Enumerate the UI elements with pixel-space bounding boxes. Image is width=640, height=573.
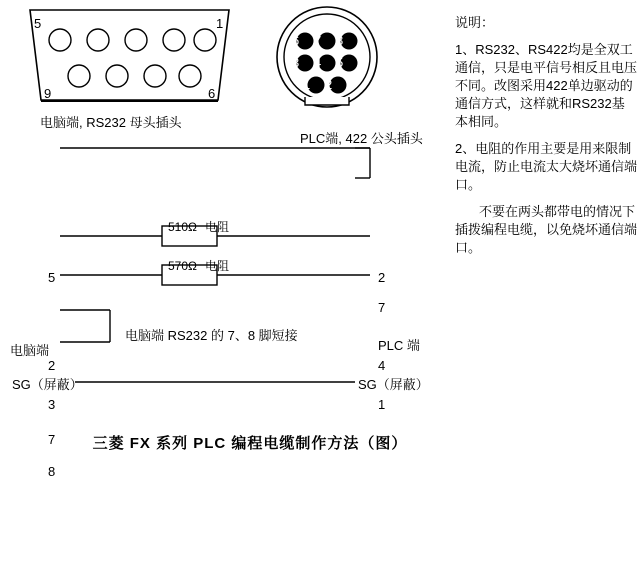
round-pin-label-7: 7 [314, 33, 322, 48]
page-title: 三菱 FX 系列 PLC 编程电缆制作方法（图） [92, 435, 408, 452]
wire-left-pin-2: 2 [48, 358, 56, 373]
db9-pin-label-6: 6 [208, 86, 216, 101]
db9-pin-label-5: 5 [34, 16, 42, 31]
db9-connector-drawing [22, 8, 237, 108]
db9-pin-label-9: 9 [44, 86, 52, 101]
note-item-3: 不要在两头都带电的情况下插拨编程电缆，以免烧坏通信端口。 [455, 204, 638, 255]
wire-left-pin-5: 5 [48, 270, 56, 285]
round-pin-label-1: 1 [303, 77, 311, 92]
shield-right-label: SG（屏蔽） [358, 377, 429, 392]
resistor-1-value: 510Ω [168, 220, 197, 234]
wire-right-side-label: PLC 端 [378, 338, 420, 353]
wire-left-pin-3: 3 [48, 397, 56, 412]
wire-right-pin-7: 7 [378, 300, 386, 315]
note-item-1: 1、RS232、RS422均是全双工通信，只是电平信号相反且电压不同。改图采用422单边驱动的通信方式，这样就和RS232基本相同。 [455, 42, 638, 129]
wire-left-side-label: 电脑端 [10, 343, 50, 358]
round-connector-drawing [275, 5, 380, 115]
resistor-2-value: 570Ω [168, 259, 197, 273]
round-pin-label-5: 5 [336, 55, 344, 70]
note-item-2: 2、电阻的作用主要是用来限制电流，防止电流太大烧坏通信端口。 [455, 141, 638, 192]
round-pin-label-2: 2 [325, 77, 333, 92]
resistor-2-label: 电阻 [205, 259, 230, 273]
db9-pin-label-1: 1 [216, 16, 224, 31]
round-pin-label-3: 3 [292, 55, 300, 70]
short-pins-note: 电脑端 RS232 的 7、8 脚短接 [125, 328, 298, 343]
wire-right-pin-4: 4 [378, 358, 386, 373]
resistor-1-label: 电阻 [205, 220, 230, 234]
shield-left-label: SG（屏蔽） [12, 377, 83, 392]
notes-panel [455, 14, 637, 266]
round-connector [275, 5, 380, 115]
notes-heading: 说明： [455, 15, 495, 30]
db9-caption: 电脑端, RS232 母头插头 [40, 115, 182, 130]
wire-left-pin-8: 8 [48, 464, 56, 479]
round-connector-caption: PLC端, 422 公头插头 [300, 131, 423, 146]
round-pin-label-6: 6 [292, 33, 300, 48]
round-pin-label-4: 4 [314, 55, 322, 70]
wire-left-pin-7: 7 [48, 432, 56, 447]
wire-right-pin-2: 2 [378, 270, 386, 285]
round-pin-label-8: 8 [336, 33, 344, 48]
wire-right-pin-1: 1 [378, 397, 386, 412]
db9-connector [22, 8, 237, 108]
